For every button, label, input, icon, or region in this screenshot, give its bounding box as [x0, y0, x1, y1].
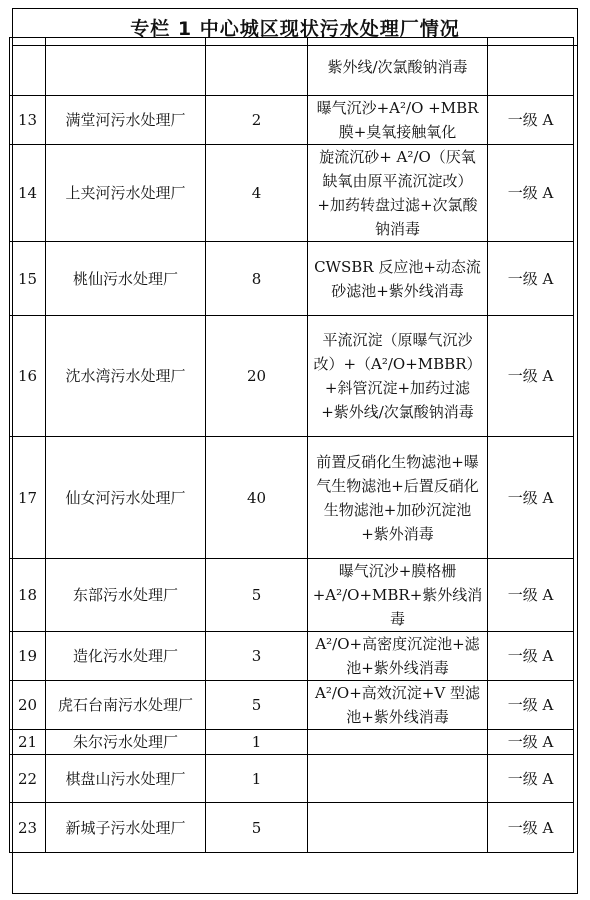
plant-name: 桃仙污水处理厂	[46, 242, 206, 316]
plant-name: 满堂河污水处理厂	[46, 96, 206, 145]
plant-name: 东部污水处理厂	[46, 559, 206, 632]
treatment-process: 平流沉淀（原曝气沉沙改）+（A²/O+MBBR）+斜管沉淀+加药过滤+紫外线/次氯酸钠消毒	[308, 316, 488, 437]
discharge-standard: 一级 A	[488, 316, 574, 437]
row-number: 21	[10, 730, 46, 755]
row-number: 17	[10, 437, 46, 559]
table-row	[10, 437, 574, 559]
table-row	[10, 730, 574, 755]
discharge-standard: 一级 A	[488, 755, 574, 803]
discharge-standard: 一级 A	[488, 96, 574, 145]
plant-capacity: 20	[206, 316, 308, 437]
discharge-standard: 一级 A	[488, 559, 574, 632]
plant-capacity: 1	[206, 730, 308, 755]
treatment-process: 曝气沉沙+膜格栅+A²/O+MBR+紫外线消毒	[308, 559, 488, 632]
plant-name: 朱尔污水处理厂	[46, 730, 206, 755]
discharge-standard: 一级 A	[488, 730, 574, 755]
treatment-process: 曝气沉沙+A²/O +MBR膜+臭氧接触氧化	[308, 96, 488, 145]
plant-name: 新城子污水处理厂	[46, 803, 206, 853]
plant-capacity: 4	[206, 145, 308, 242]
plant-capacity: 5	[206, 559, 308, 632]
plant-capacity: 8	[206, 242, 308, 316]
plant-capacity: 5	[206, 681, 308, 730]
table-row	[10, 681, 574, 730]
table-row	[10, 38, 574, 96]
row-number: 23	[10, 803, 46, 853]
treatment-process: 紫外线/次氯酸钠消毒	[308, 38, 488, 96]
row-number: 22	[10, 755, 46, 803]
plant-name: 上夹河污水处理厂	[46, 145, 206, 242]
plant-name	[46, 38, 206, 96]
table-row	[10, 96, 574, 145]
row-number: 19	[10, 632, 46, 681]
plant-capacity: 1	[206, 755, 308, 803]
row-number	[10, 38, 46, 96]
row-number: 18	[10, 559, 46, 632]
discharge-standard: 一级 A	[488, 437, 574, 559]
plant-name: 棋盘山污水处理厂	[46, 755, 206, 803]
table-row	[10, 316, 574, 437]
table-row	[10, 755, 574, 803]
discharge-standard: 一级 A	[488, 632, 574, 681]
table-row	[10, 242, 574, 316]
treatment-process: A²/O+高效沉淀+V 型滤池+紫外线消毒	[308, 681, 488, 730]
plant-capacity	[206, 38, 308, 96]
plant-capacity: 40	[206, 437, 308, 559]
discharge-standard	[488, 38, 574, 96]
plant-name: 仙女河污水处理厂	[46, 437, 206, 559]
plant-capacity: 3	[206, 632, 308, 681]
treatment-process: A²/O+高密度沉淀池+滤池+紫外线消毒	[308, 632, 488, 681]
table-title: 专栏 1 中心城区现状污水处理厂情况	[13, 9, 577, 46]
plant-name: 沈水湾污水处理厂	[46, 316, 206, 437]
discharge-standard: 一级 A	[488, 145, 574, 242]
discharge-standard: 一级 A	[488, 681, 574, 730]
table-row	[10, 803, 574, 853]
row-number: 16	[10, 316, 46, 437]
treatment-process: CWSBR 反应池+动态流砂滤池+紫外线消毒	[308, 242, 488, 316]
treatment-process: 旋流沉砂+ A²/O（厌氧缺氧由原平流沉淀改）+加药转盘过滤+次氯酸钠消毒	[308, 145, 488, 242]
table-row	[10, 145, 574, 242]
plant-name: 造化污水处理厂	[46, 632, 206, 681]
table-row	[10, 559, 574, 632]
discharge-standard: 一级 A	[488, 242, 574, 316]
row-number: 13	[10, 96, 46, 145]
table-row	[10, 632, 574, 681]
plant-name: 虎石台南污水处理厂	[46, 681, 206, 730]
row-number: 15	[10, 242, 46, 316]
treatment-process	[308, 755, 488, 803]
treatment-process: 前置反硝化生物滤池+曝气生物滤池+后置反硝化生物滤池+加砂沉淀池+紫外消毒	[308, 437, 488, 559]
treatment-process	[308, 803, 488, 853]
plant-capacity: 5	[206, 803, 308, 853]
treatment-process	[308, 730, 488, 755]
plant-capacity: 2	[206, 96, 308, 145]
row-number: 20	[10, 681, 46, 730]
plant-table	[9, 37, 574, 853]
discharge-standard: 一级 A	[488, 803, 574, 853]
row-number: 14	[10, 145, 46, 242]
